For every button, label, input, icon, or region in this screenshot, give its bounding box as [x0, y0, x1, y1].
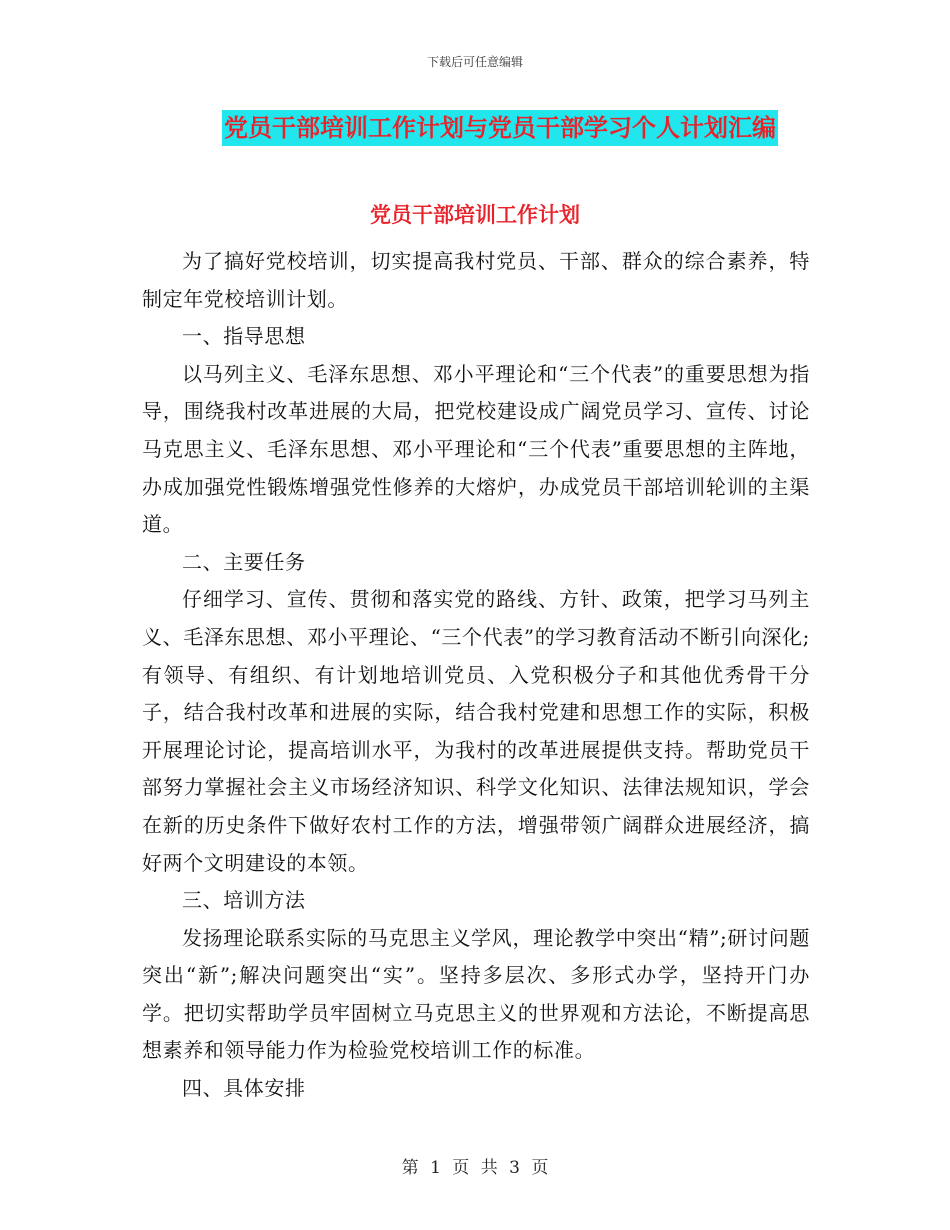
- main-title-container: [0, 110, 950, 146]
- heading-training-methods: 三、培训方法: [182, 888, 306, 913]
- main-tasks-paragraph: 仔细学习、宣传、贯彻和落实党的路线、方针、政策，把学习马列主义、毛泽东思想、邓小平理论、“三个代表”的学习教育活动不断引向深化;有领导、有组织、有计划地培训党员、入党积极分子和其他优秀骨干分子，结合我村改革和进展的实际，结合我村党建和思想工作的实际，积极开展理论讨论，提高培训水平，为我村的改革进展提供支持。帮助党员干部努力掌握社会主义市场经济知识、科学文化知识、法律法规知识，学会在新的历史条件下做好农村工作的方法，增强带领广阔群众进展经济，搞好两个文明建设的本领。: [142, 587, 810, 875]
- section-title: 党员干部培训工作计划: [370, 202, 580, 227]
- body-content: [142, 243, 810, 1108]
- page-footer: 第 1 页 共 3 页: [401, 1158, 549, 1178]
- guiding-thought-paragraph: 以马列主义、毛泽东思想、邓小平理论和“三个代表”的重要思想为指导，围绕我村改革进展的大局，把党校建设成广阔党员学习、宣传、讨论马克思主义、毛泽东思想、邓小平理论和“三个代表”重要思想的主阵地，办成加强党性锻炼增强党性修养的大熔炉，办成党员干部培训轮训的主渠道。: [142, 361, 810, 537]
- heading-specific-arrangements: 四、具体安排: [182, 1076, 306, 1101]
- training-methods-paragraph: 发扬理论联系实际的马克思主义学风，理论教学中突出“精”;研讨问题突出“新”;解决问题突出“实”。坚持多层次、多形式办学，坚持开门办学。把切实帮助学员牢固树立马克思主义的世界观和方法论，不断提高思想素养和领导能力作为检验党校培训工作的标准。: [142, 925, 810, 1063]
- intro-paragraph: 为了搞好党校培训，切实提高我村党员、干部、群众的综合素养，特制定年党校培训计划。: [142, 249, 810, 311]
- heading-main-tasks: 二、主要任务: [182, 549, 306, 574]
- heading-guiding-thought: 一、指导思想: [182, 324, 306, 349]
- header-note: 下载后可任意编辑: [426, 55, 523, 69]
- main-title: 党员干部培训工作计划与党员干部学习个人计划汇编: [222, 110, 778, 146]
